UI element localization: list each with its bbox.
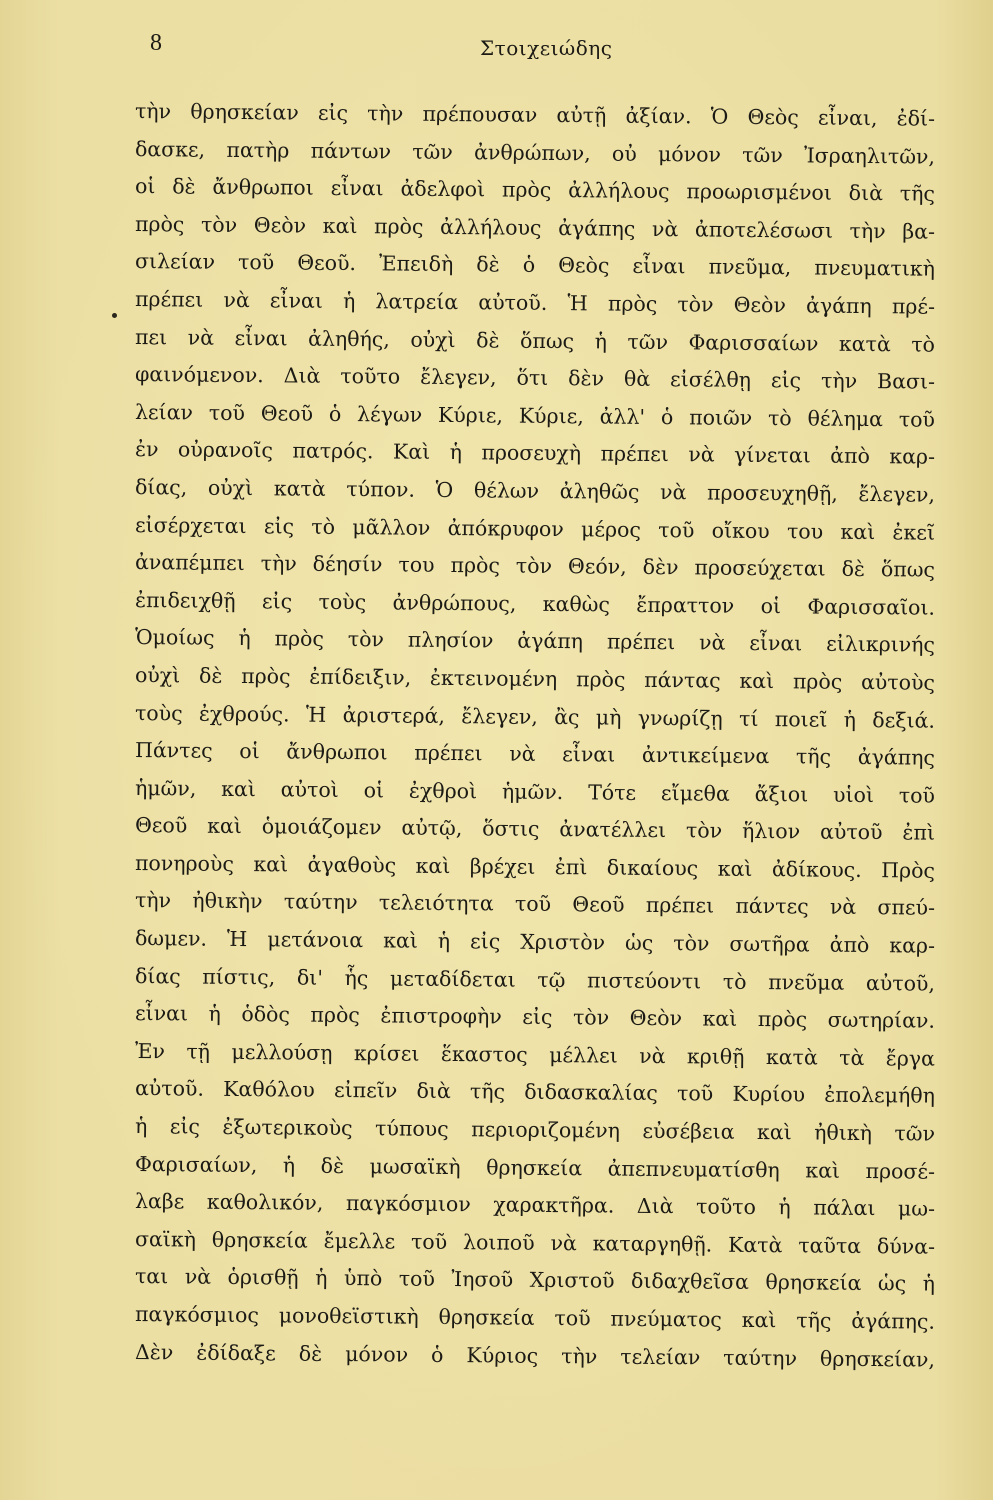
text-line: ἐν οὐρανοῖς πατρός. Καὶ ἡ προσευχὴ πρέπει νὰ γίνεται ἀπὸ καρ- xyxy=(134,437,936,470)
text-line: πει νὰ εἶναι ἀληθής, οὐχὶ δὲ ὅπως ἡ τῶν Φαρισσαίων κατὰ τὸ xyxy=(134,324,936,357)
text-line: λείαν τοῦ Θεοῦ ὁ λέγων Κύριε, Κύριε, ἀλλ' ὁ ποιῶν τὸ θέλημα τοῦ xyxy=(134,399,936,432)
text-line: φαινόμενον. Διὰ τοῦτο ἔλεγεν, ὅτι δὲν θὰ εἰσέλθῃ εἰς τὴν Βασι- xyxy=(134,362,936,394)
text-line: Θεοῦ καὶ ὁμοιάζομεν αὐτῷ, ὅστις ἀνατέλλει τὸν ἥλιον αὐτοῦ ἐπὶ xyxy=(134,813,936,845)
text-line: Ἐν τῇ μελλούσῃ κρίσει ἕκαστος μέλλει νὰ κριθῇ κατὰ τὰ ἔργα xyxy=(134,1038,936,1071)
text-line: Πάντες οἱ ἄνθρωποι πρέπει νὰ εἶναι ἀντικείμενα τῆς ἀγάπης xyxy=(134,738,936,770)
text-line: σαϊκὴ θρησκεία ἔμελλε τοῦ λοιποῦ νὰ καταργηθῇ. Κατὰ ταῦτα δύνα- xyxy=(134,1226,936,1259)
text-line: τὴν θρησκείαν εἰς τὴν πρέπουσαν αὐτῇ ἀξίαν. Ὁ Θεὸς εἶναι, ἐδί- xyxy=(134,99,936,131)
text-line: οὐχὶ δὲ πρὸς ἐπίδειξιν, ἐκτεινομένη πρὸς πάντας καὶ πρὸς αὐτοὺς xyxy=(134,662,936,695)
text-line: πρὸς τὸν Θεὸν καὶ πρὸς ἀλλήλους ἀγάπης νὰ ἀποτελέσωσι τὴν βα- xyxy=(134,211,936,244)
running-head: Στοιχειώδης xyxy=(480,36,613,60)
page-number: 8 xyxy=(150,30,162,56)
text-line: ἀναπέμπει τὴν δέησίν του πρὸς τὸν Θεόν, δὲν προσεύχεται δὲ ὅπως xyxy=(134,550,936,582)
text-line: ἡμῶν, καὶ αὐτοὶ οἱ ἐχθροὶ ἡμῶν. Τότε εἴμεθα ἄξιοι υἱοὶ τοῦ xyxy=(134,775,936,808)
text-line: πρέπει νὰ εἶναι ἡ λατρεία αὐτοῦ. Ἡ πρὸς τὸν Θεὸν ἀγάπη πρέ- xyxy=(134,286,936,319)
text-line: παγκόσμιος μονοθεϊστικὴ θρησκεία τοῦ πνεύματος καὶ τῆς ἀγάπης. xyxy=(134,1302,936,1334)
text-line: εἰσέρχεται εἰς τὸ μᾶλλον ἀπόκρυφον μέρος τοῦ οἴκου του καὶ ἐκεῖ xyxy=(134,512,936,545)
text-line: δίας πίστις, δι' ἧς μεταδίδεται τῷ πιστεύοντι τὸ πνεῦμα αὐτοῦ, xyxy=(134,963,936,996)
text-line: τοὺς ἐχθρούς. Ἡ ἀριστερά, ἔλεγεν, ἂς μὴ γνωρίζῃ τί ποιεῖ ἡ δεξιά. xyxy=(134,700,936,733)
text-line: ἐπιδειχθῇ εἰς τοὺς ἀνθρώπους, καθὼς ἔπραττον οἱ Φαρισσαῖοι. xyxy=(134,587,936,620)
text-line: δωμεν. Ἡ μετάνοια καὶ ἡ εἰς Χριστὸν ὡς τὸν σωτῆρα ἀπὸ καρ- xyxy=(134,926,936,958)
text-line: λαβε καθολικόν, παγκόσμιον χαρακτῆρα. Διὰ τοῦτο ἡ πάλαι μω- xyxy=(134,1189,936,1221)
text-line: τὴν ἠθικὴν ταύτην τελειότητα τοῦ Θεοῦ πρέπει πάντες νὰ σπεύ- xyxy=(134,888,936,921)
text-line: Δὲν ἐδίδαξε δὲ μόνον ὁ Κύριος τὴν τελείαν ταύτην θρησκείαν, xyxy=(134,1339,936,1372)
page-header xyxy=(0,30,993,60)
text-line: δασκε, πατὴρ πάντων τῶν ἀνθρώπων, οὐ μόνον τῶν Ἰσραηλιτῶν, xyxy=(134,136,936,169)
text-line: ἡ εἰς ἐξωτερικοὺς τύπους περιοριζομένη εὐσέβεια καὶ ἠθικὴ τῶν xyxy=(134,1114,936,1146)
body-text xyxy=(135,93,935,1371)
text-line: εἶναι ἡ ὁδὸς πρὸς ἐπιστροφὴν εἰς τὸν Θεὸν καὶ πρὸς σωτηρίαν. xyxy=(134,1001,936,1033)
text-line: αὐτοῦ. Καθόλου εἰπεῖν διὰ τῆς διδασκαλίας τοῦ Κυρίου ἐπολεμήθη xyxy=(134,1076,936,1109)
text-line: Φαρισαίων, ἡ δὲ μωσαϊκὴ θρησκεία ἀπεπνευματίσθη καὶ προσέ- xyxy=(134,1151,936,1184)
text-line: σιλείαν τοῦ Θεοῦ. Ἐπειδὴ δὲ ὁ Θεὸς εἶναι πνεῦμα, πνευματικὴ xyxy=(134,249,936,282)
text-line: δίας, οὐχὶ κατὰ τύπον. Ὁ θέλων ἀληθῶς νὰ προσευχηθῇ, ἔλεγεν, xyxy=(134,474,936,507)
text-line: πονηροὺς καὶ ἀγαθοὺς καὶ βρέχει ἐπὶ δικαίους καὶ ἀδίκους. Πρὸς xyxy=(134,850,936,883)
margin-mark xyxy=(112,313,117,318)
text-line: οἱ δὲ ἄνθρωποι εἶναι ἀδελφοὶ πρὸς ἀλλήλους προωρισμένοι διὰ τῆς xyxy=(134,174,936,206)
text-line: Ὁμοίως ἡ πρὸς τὸν πλησίον ἀγάπη πρέπει νὰ εἶναι εἰλικρινής xyxy=(134,625,936,657)
text-line: ται νὰ ὁρισθῇ ἡ ὑπὸ τοῦ Ἰησοῦ Χριστοῦ διδαχθεῖσα θρησκεία ὡς ἡ xyxy=(134,1264,936,1297)
